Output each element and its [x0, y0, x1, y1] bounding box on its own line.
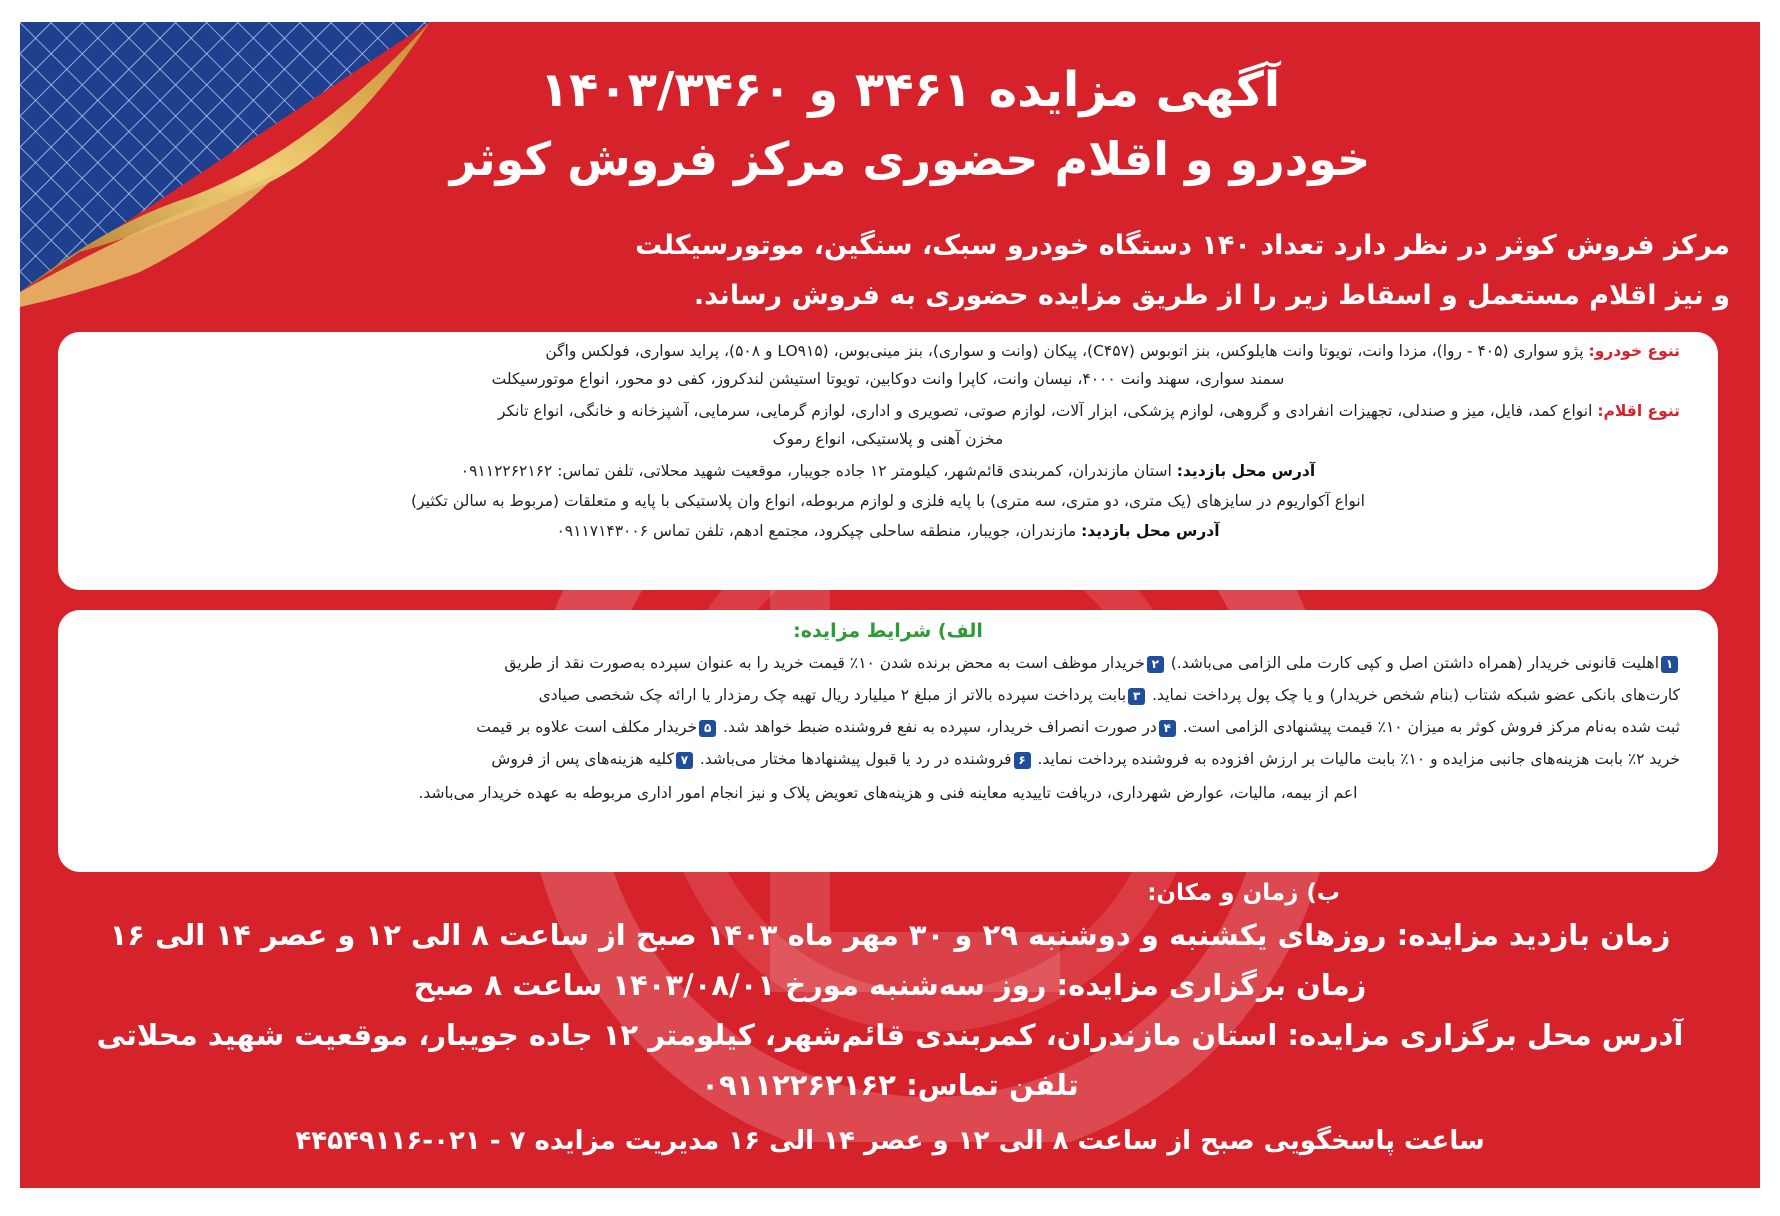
condition-number-7: ۷: [676, 752, 693, 769]
condition-text-3: بابت پرداخت سپرده بالاتر از مبلغ ۲ میلیارد ریال تهیه چک رمزدار یا ارائه چک شخصی صیادی: [538, 686, 1127, 704]
auction-address: آدرس محل برگزاری مزایده: استان مازندران، کمربندی قائم‌شهر، کیلومتر ۱۲ جاده جویبار، موقعیت شهید محلاتی: [96, 1018, 1684, 1052]
auction-time: زمان برگزاری مزایده: روز سه‌شنبه مورخ ۱۴۰۳/۰۸/۰۱ ساعت ۸ صبح: [413, 968, 1367, 1002]
auction-poster: [20, 22, 1760, 1188]
condition-text-7b: اعم از بیمه، مالیات، عوارض شهرداری، دریافت تاییدیه معاینه فنی و هزینه‌های تعویض پلاک و نیز انجام امور اداری مربوطه به عهده خریدار می‌باشد.: [418, 784, 1358, 802]
visit-time: زمان بازدید مزایده: روزهای یکشنبه و دوشنبه ۲۹ و ۳۰ مهر ماه ۱۴۰۳ صبح از ساعت ۸ الی ۱۲ و عصر ۱۴ الی ۱۶: [109, 918, 1671, 952]
title-line-2: خودرو و اقلام حضوری مرکز فروش کوثر: [449, 132, 1371, 186]
condition-text-7: کلیه هزینه‌های پس از فروش: [491, 750, 674, 768]
vehicles-text-2: سمند سواری، سهند وانت ۴۰۰۰، نیسان وانت، کاپرا وانت دوکابین، تویوتا استیشن لندکروز، کفی دو محور، انواع موتورسیکلت: [491, 370, 1285, 388]
condition-number-4: ۴: [1159, 720, 1176, 737]
details-panel: [58, 332, 1718, 590]
condition-text-5b: خرید ۲٪ بابت هزینه‌های جانبی مزایده و ۱۰٪ بابت مالیات بر ارزش افزوده به فروشنده پرداخت نماید.: [1037, 750, 1680, 768]
visit-address-row-2: [96, 518, 1680, 544]
condition-number-1: ۱: [1661, 656, 1678, 673]
items-row-1: [96, 398, 1680, 424]
condition-text-6: فروشنده در رد یا قبول پیشنهادها مختار می‌باشد.: [699, 750, 1012, 768]
condition-text-2b: کارت‌های بانکی عضو شبکه شتاب (بنام شخص خریدار) و یا چک پول پرداخت نماید.: [1152, 686, 1680, 704]
intro-line-1: مرکز فروش کوثر در نظر دارد تعداد ۱۴۰ دستگاه خودرو سبک، سنگین، موتورسیکلت: [635, 230, 1730, 261]
visit-address-text-2: مازندران، جویبار، منطقه ساحلی چپکرود، مجتمع ادهم، تلفن تماس ۰۹۱۱۷۱۴۳۰۰۶: [556, 522, 1077, 540]
condition-text-3b: ثبت شده به‌نام مرکز فروش کوثر به میزان ۱۰٪ قیمت پیشنهادی الزامی است.: [1182, 718, 1680, 736]
conditions-panel: [58, 610, 1718, 872]
condition-text-2: خریدار موظف است به محض برنده شدن ۱۰٪ قیمت خرید را به عنوان سپرده به‌صورت نقد از طریق: [504, 654, 1145, 672]
schedule-title: ب) زمان و مکان:: [1147, 880, 1340, 906]
condition-number-2: ۲: [1147, 656, 1164, 673]
answer-hours: ساعت پاسخگویی صبح از ساعت ۸ الی ۱۲ و عصر ۱۴ الی ۱۶ مدیریت مزایده ۷ - ۰۲۱-۴۴۵۴۹۱۱۶: [295, 1126, 1485, 1156]
visit-address-text-1: استان مازندران، کمربندی قائم‌شهر، کیلومتر ۱۲ جاده جویبار، موقعیت شهید محلاتی، تلفن تماس: ۰۹۱۱۲۲۶۲۱۶۲: [460, 462, 1172, 480]
vehicles-row-1: [96, 338, 1680, 364]
items-label: تنوع اقلام:: [1597, 402, 1680, 420]
conditions-line-1: [96, 650, 1680, 676]
items-text-2: مخزن آهنی و پلاستیکی، انواع رموک: [772, 430, 1004, 448]
visit-address-row-1: [96, 458, 1680, 484]
intro-line-2: و نیز اقلام مستعمل و اسقاط زیر را از طریق مزایده حضوری به فروش رساند.: [693, 280, 1730, 311]
contact-phone: تلفن تماس: ۰۹۱۱۲۲۶۲۱۶۲: [701, 1068, 1079, 1102]
visit-address-label-2: آدرس محل بازدید:: [1081, 522, 1220, 540]
condition-text-5: خریدار مکلف است علاوه بر قیمت: [476, 718, 698, 736]
vehicles-label: تنوع خودرو:: [1588, 342, 1680, 360]
visit-address-label-1: آدرس محل بازدید:: [1176, 462, 1316, 480]
condition-number-3: ۳: [1128, 688, 1145, 705]
condition-text-4: در صورت انصراف خریدار، سپرده به نفع فروشنده ضبط خواهد شد.: [723, 718, 1157, 736]
conditions-line-2: [96, 682, 1680, 708]
items-text-1: انواع کمد، فایل، میز و صندلی، تجهیزات انفرادی و گروهی، لوازم پزشکی، ابزار آلات، لوازم صوتی، تصویری و اداری، لوازم گرمایی، سرمایی، آشپزخانه و خانگی، انواع تانکر: [498, 402, 1593, 420]
condition-number-6: ۶: [1014, 752, 1031, 769]
conditions-title: الف) شرایط مزایده:: [793, 620, 983, 642]
condition-text-1: اهلیت قانونی خریدار (همراه داشتن اصل و کپی کارت ملی الزامی می‌باشد.): [1170, 654, 1659, 672]
condition-number-5: ۵: [699, 720, 716, 737]
conditions-line-4: [96, 746, 1680, 772]
conditions-line-3: [96, 714, 1680, 740]
vehicles-text-1: پژو سواری (۴۰۵ - روا)، مزدا وانت، تویوتا وانت هایلوکس، بنز اتوبوس (C۴۵۷)، پیکان (وانت و سواری)، بنز مینی‌بوس، (LO۹۱۵ و ۵۰۸)، پراید سواری، فولکس واگن: [545, 342, 1584, 360]
aquarium-text: انواع آکواریوم در سایزهای (یک متری، دو متری، سه متری) با پایه فلزی و لوازم مربوطه، انواع وان پلاستیکی با پایه و متعلقات (مربوط به سالن تکثیر): [411, 492, 1365, 510]
title-line-1: آگهی مزایده ۳۴۶۱ و ۱۴۰۳/۳۴۶۰: [539, 62, 1281, 118]
